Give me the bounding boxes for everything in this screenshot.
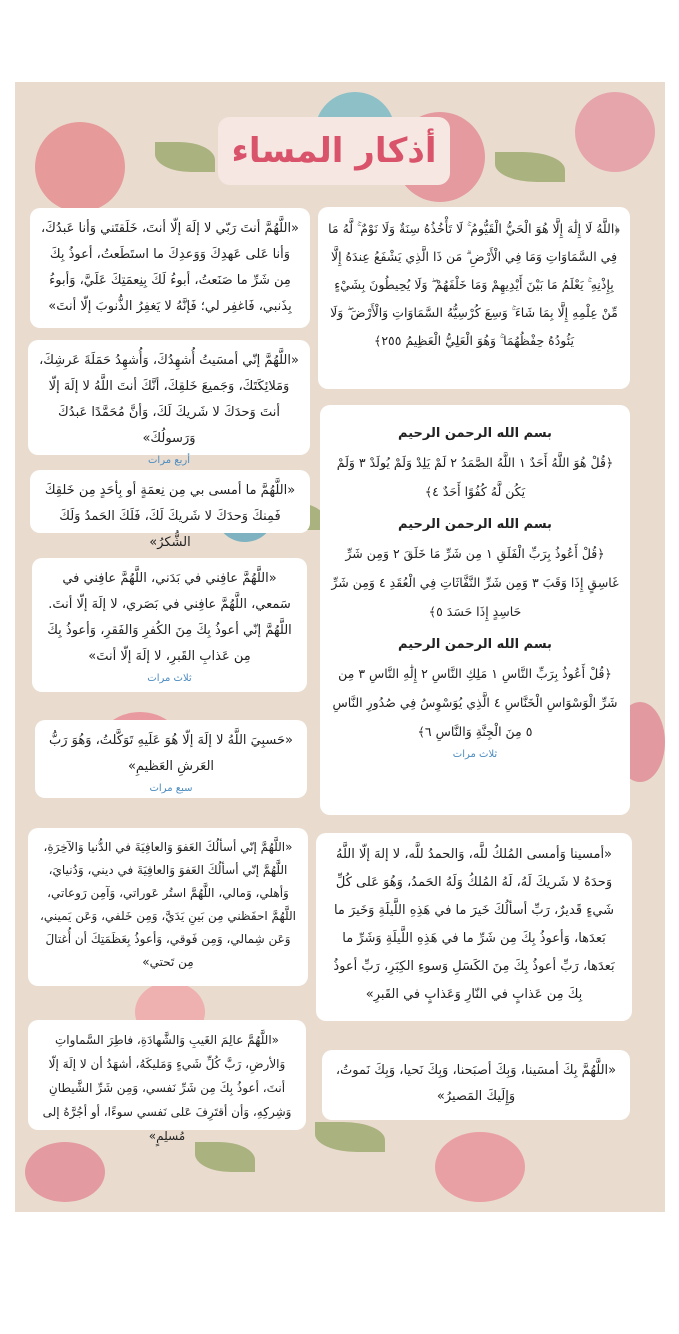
afini-card: [32, 558, 307, 692]
ma-amsa-bi-card: [30, 470, 310, 550]
alim-al-ghayb-card: [28, 1020, 306, 1143]
ayat-al-kursi-card: [318, 207, 630, 389]
dhikr-text: «أمسينا وَأمسى المُلكُ للَّه، وَالحمدُ للَّه، لا إلهَ إلّا اللَّهُ وَحدَهُ لا شَريكَ لَهُ، لَهُ المُلكُ وَلَهُ الحَمدُ، وَهُوَ عَلى كُلِّ شَيءٍ قَديرٌ، رَبِّ أسألُكَ خَيرَ ما في هَذِهِ اللَّيلَةِ وَخَيرَ ما بَعدَها، وَأعوذُ بِكَ مِن شَرِّ ما في هَذِهِ اللَّيلَةِ وَشَرِّ ما بَعدَها، رَبِّ أعوذُ بِكَ مِنَ الكَسَلِ وَسوءِ الكِبَرِ، رَبِّ أعوذُ بِكَ مِن عَذابٍ في النّارِ وَعَذابٍ في القَبرِ»: [333, 847, 615, 1002]
dhikr-text: «حَسبِيَ اللَّهُ لا إلَهَ إلّا هُوَ عَلَيهِ تَوَكَّلتُ، وَهُوَ رَبُّ العَرشِ العَظيمِ»: [48, 733, 294, 774]
repeat-count: ثلاث مرات: [452, 749, 498, 760]
dhikr-text: «اللَّهُمَّ بِكَ أمسَينا، وَبِكَ أصبَحنا، وَبِكَ نَحيا، وَبِكَ نَموتُ، وَإِلَيكَ المَصيرُ»: [335, 1063, 617, 1104]
dhikr-text: «اللَّهُمَّ إنّي أسألُكَ العَفوَ وَالعافِيَةَ في الدُّنيا وَالآخِرَةِ، اللَّهُمَّ إنّي أسألُكَ العَفوَ وَالعافِيَةَ في ديني، وَدُنيايَ، وَأهلي، وَمالي، اللَّهُمَّ استُر عَوراتي، وَآمِن رَوعاتي، اللَّهُمَّ احفَظني مِن بَينِ يَدَيَّ، وَمِن خَلفي، وَعَن يَميني، وَعَن شِمالي، وَمِن فَوقي، وَأعوذُ بِعَظَمَتِكَ أن أُغتالَ مِن تَحتي»: [39, 840, 297, 969]
sayyid-al-istighfar-card: [30, 208, 310, 328]
basmala: بسم الله الرحمن الرحيم: [398, 426, 552, 441]
three-quls-card: [320, 405, 630, 815]
dhikr-text: «اللَّهُمَّ عالِمَ الغَيبِ وَالشَّهادَةِ، فاطِرَ السَّماواتِ وَالأرضِ، رَبَّ كُلِّ شَيءٍ وَمَليكَهُ، أشهَدُ أن لا إلَهَ إلّا أنتَ، أعوذُ بِكَ مِن شَرِّ نَفسي، وَمِن شَرِّ الشَّيطانِ وَشِركِهِ، وَأن أقتَرِفَ عَلى نَفسي سوءًا، أو أجُرَّهُ إلى مُسلِمٍ»: [42, 1033, 292, 1143]
dhikr-text: «اللَّهُمَّ عافِني في بَدَني، اللَّهُمَّ عافِني في سَمعي، اللَّهُمَّ عافِني في بَصَري، لا إلَهَ إلّا أنتَ. اللَّهُمَّ إنّي أعوذُ بِكَ مِنَ الكُفرِ وَالفَقرِ، وَأعوذُ بِكَ مِن عَذابِ القَبرِ، لا إلَهَ إلّا أنتَ»: [47, 571, 292, 664]
bika-amsayna-card: [322, 1050, 630, 1120]
dhikr-text: «اللَّهُمَّ أنتَ رَبّي لا إلَهَ إلّا أنتَ، خَلَقتَني وَأنا عَبدُكَ، وَأنا عَلى عَهدِكَ وَوَعدِكَ ما استَطَعتُ، أعوذُ بِكَ مِن شَرِّ ما صَنَعتُ، أبوءُ لَكَ بِنِعمَتِكَ عَلَيَّ، وَأبوءُ بِذَنبي، فَاغفِر لي؛ فَإنَّهُ لا يَغفِرُ الذُّنوبَ إلّا أنتَ»: [40, 221, 300, 314]
surah-nas: ﴿قُلْ أَعُوذُ بِرَبِّ النَّاسِ ١ مَلِكِ النَّاسِ ٢ إِلَٰهِ النَّاسِ ٣ مِن شَرِّ الْوَسْوَاسِ الْخَنَّاسِ ٤ الَّذِي يُوَسْوِسُ فِي صُدُورِ النَّاسِ ٥ مِنَ الْجِنَّةِ وَالنَّاسِ ٦﴾: [332, 666, 618, 739]
dhikr-text: «اللَّهُمَّ ما أمسى بي مِن نِعمَةٍ أو بِأحَدٍ مِن خَلقِكَ فَمِنكَ وَحدَكَ لا شَريكَ لَكَ، فَلَكَ الحَمدُ وَلَكَ الشُّكرُ»: [44, 483, 296, 550]
basmala: بسم الله الرحمن الرحيم: [398, 637, 552, 652]
dhikr-text: «اللَّهُمَّ إنّي أمسَيتُ أُشهِدُكَ، وَأُشهِدُ حَمَلَةَ عَرشِكَ، وَمَلائِكَتَكَ، وَجَميعَ خَلقِكَ، أنَّكَ أنتَ اللَّهُ لا إلَهَ إلّا أنتَ وَحدَكَ لا شَريكَ لَكَ، وَأنَّ مُحَمَّدًا عَبدُكَ وَرَسولُكَ»: [39, 353, 299, 446]
repeat-count: أربع مرات: [148, 455, 190, 466]
repeat-count: سبع مرات: [149, 783, 193, 794]
page-title: أذكار المساء: [218, 117, 450, 185]
hasbiya-allah-card: [35, 720, 307, 798]
afw-wal-afiya-card: [28, 828, 308, 986]
surah-ikhlas: ﴿قُلْ هُوَ اللَّهُ أَحَدٌ ١ اللَّهُ الصَّمَدُ ٢ لَمْ يَلِدْ وَلَمْ يُولَدْ ٣ وَلَمْ يَكُن لَّهُ كُفُوًا أَحَدٌ ٤﴾: [336, 455, 614, 499]
basmala: بسم الله الرحمن الرحيم: [398, 517, 552, 532]
amsaytu-ushhiduka-card: [28, 340, 310, 466]
dhikr-text: ﴿اللَّهُ لَا إِلَٰهَ إِلَّا هُوَ الْحَيُّ الْقَيُّومُ ۚ لَا تَأْخُذُهُ سِنَةٌ وَلَا نَوْمٌ ۚ لَّهُ مَا فِي السَّمَاوَاتِ وَمَا فِي الْأَرْضِ ۗ مَن ذَا الَّذِي يَشْفَعُ عِندَهُ إِلَّا بِإِذْنِهِ ۚ يَعْلَمُ مَا بَيْنَ أَيْدِيهِمْ وَمَا خَلْفَهُمْ ۖ وَلَا يُحِيطُونَ بِشَيْءٍ مِّنْ عِلْمِهِ إِلَّا بِمَا شَاءَ ۚ وَسِعَ كُرْسِيُّهُ السَّمَاوَاتِ وَالْأَرْضَ ۖ وَلَا يَئُودُهُ حِفْظُهُمَا ۚ وَهُوَ الْعَلِيُّ الْعَظِيمُ ٢٥٥﴾: [328, 221, 620, 348]
surah-falaq: ﴿قُلْ أَعُوذُ بِرَبِّ الْفَلَقِ ١ مِن شَرِّ مَا خَلَقَ ٢ وَمِن شَرِّ غَاسِقٍ إِذَا وَقَبَ ٣ وَمِن شَرِّ النَّفَّاثَاتِ فِي الْعُقَدِ ٤ وَمِن شَرِّ حَاسِدٍ إِذَا حَسَدَ ٥﴾: [331, 546, 619, 619]
repeat-count: ثلاث مرات: [147, 673, 192, 684]
amsayna-card: [316, 833, 632, 1021]
